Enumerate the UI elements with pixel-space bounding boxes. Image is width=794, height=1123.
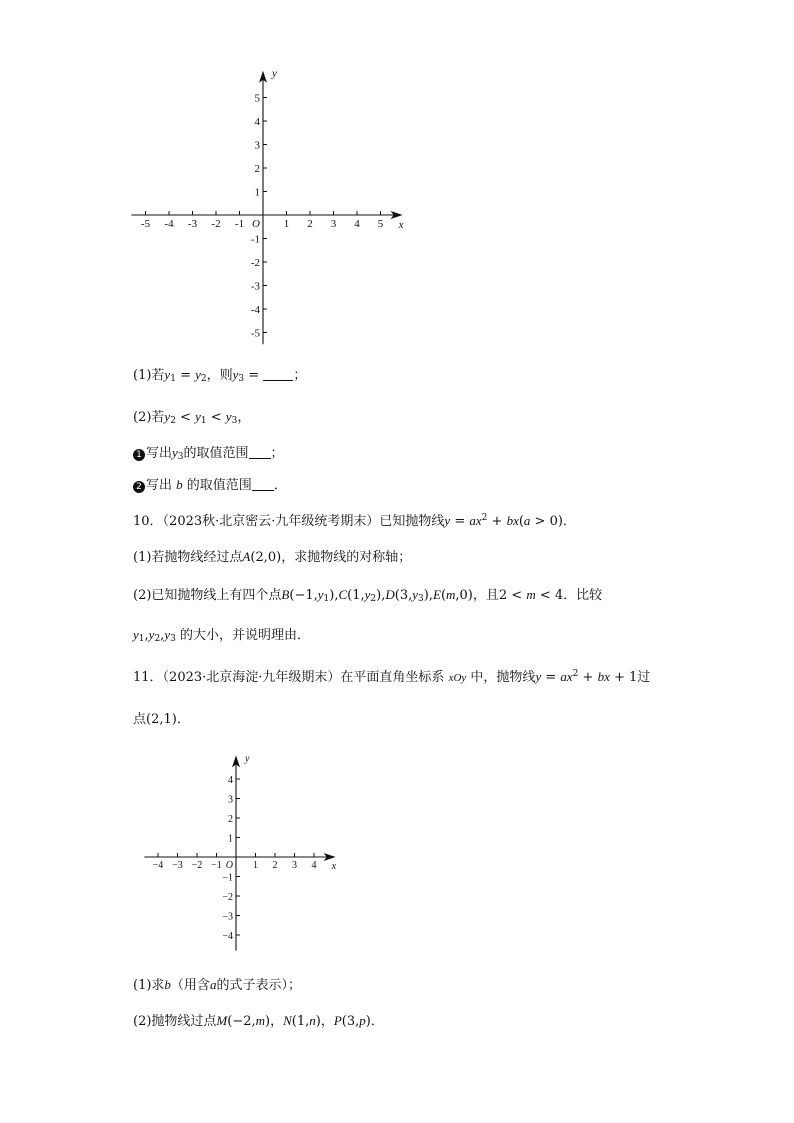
g1-x-tick-label: -5 xyxy=(140,218,151,230)
g1-y-tick-label: 5 xyxy=(254,92,260,105)
g2-x-tick-label: −4 xyxy=(152,860,164,871)
q10-part-2: (2)已知抛物线上有四个点$B(-1,y_1),C(1,y_2),D(3,y_3),E(m,0)$，且2 < m < 4．比较 xyxy=(133,587,603,604)
q10-part-2-cont: $y_1,y_2,y_3$ 的大小，并说明理由． xyxy=(133,627,310,644)
g2-y-tick-label: 1 xyxy=(228,833,233,845)
answer-blank[interactable] xyxy=(263,368,293,381)
g2-x-label: x xyxy=(331,861,337,872)
g1-y-tick-label: -5 xyxy=(250,327,260,340)
g1-x-tick-label: 5 xyxy=(377,218,384,230)
q11-part-2: (2)抛物线过点M(−2,m)，N(1,n)，P(3,p)． xyxy=(133,1013,384,1029)
g2-y-tick-label: −1 xyxy=(222,872,233,884)
g1-y-tick-label: -1 xyxy=(250,233,260,246)
g2-y-tick-label: 3 xyxy=(228,794,233,806)
g1-x-tick-label: -1 xyxy=(234,218,245,230)
g1-y-tick-label: -3 xyxy=(250,280,260,293)
g2-x-tick-label: 3 xyxy=(292,860,297,871)
g2-origin-label: O xyxy=(225,860,233,871)
coordinate-grid-2 xyxy=(0,740,794,1000)
coordinate-grid-1 xyxy=(0,0,794,360)
g2-x-tick-label: −1 xyxy=(211,860,222,871)
q9-part-1: (1)若$y_1 = y_2$，则$y_3$ = ； xyxy=(133,367,307,384)
g1-y-tick-label: -4 xyxy=(250,304,260,317)
g1-x-tick-label: -3 xyxy=(187,218,198,230)
g1-x-tick-label: 3 xyxy=(330,218,337,230)
g2-y-tick-label: −3 xyxy=(222,911,233,923)
g2-y-label: y xyxy=(245,753,250,765)
g1-origin-label: O xyxy=(252,218,260,230)
g1-x-tick-label: 1 xyxy=(283,218,290,230)
g2-y-tick-label: −2 xyxy=(222,891,233,903)
circled-number-icon: 2 xyxy=(133,481,145,493)
g2-x-tick-label: −2 xyxy=(191,860,203,871)
g1-y-tick-label: 4 xyxy=(254,116,260,129)
g2-x-tick-label: 1 xyxy=(253,860,258,871)
g2-y-tick-label: 2 xyxy=(228,813,233,825)
g2-x-tick-label: 2 xyxy=(272,860,278,871)
g2-x-tick-label: −3 xyxy=(172,860,183,871)
q9-part-2-sub-1: 1 写出$y_3$的取值范围 ； xyxy=(133,442,284,462)
answer-blank[interactable] xyxy=(249,446,271,459)
g1-x-tick-label: -4 xyxy=(164,218,174,230)
circled-number-icon: 1 xyxy=(133,449,145,461)
g1-x-tick-label: 2 xyxy=(307,218,313,230)
g1-y-tick-label: 1 xyxy=(254,186,260,199)
g1-y-tick-label: 2 xyxy=(254,163,260,176)
g2-y-tick-label: −4 xyxy=(222,930,233,942)
g2-y-tick-label: 4 xyxy=(228,774,233,786)
g1-x-tick-label: 4 xyxy=(354,218,360,230)
g1-y-tick-label: -2 xyxy=(250,257,260,270)
g1-x-tick-label: -2 xyxy=(211,218,221,230)
q11-part-1: (1)求b（用含a的式子表示）； xyxy=(133,977,301,993)
g2-x-tick-label: 4 xyxy=(311,860,317,871)
q10-part-1: (1)若抛物线经过点A(2,0)，求抛物线的对称轴； xyxy=(133,549,412,565)
g1-y-label: y xyxy=(272,67,277,80)
q11-stem-cont: 点(2,1)． xyxy=(133,712,190,727)
g1-y-tick-label: 3 xyxy=(254,139,260,152)
q9-part-2: (2)若$y_2 < y_1 < y_3$， xyxy=(133,409,251,426)
g1-x-label: x xyxy=(398,219,404,231)
answer-blank[interactable] xyxy=(252,478,274,491)
q11-stem: 11．（2023·北京海淀·九年级期末）在平面直角坐标系 xOy 中，抛物线$y = ax^2$ + bx + 1过 xyxy=(133,669,651,685)
q9-part-2-sub-2: 2 写出 b 的取值范围 ． xyxy=(133,474,287,493)
q10-stem: 10．（2023秋·北京密云·九年级统考期末）已知抛物线$y = ax^2 + bx(a > 0)$． xyxy=(133,513,576,529)
